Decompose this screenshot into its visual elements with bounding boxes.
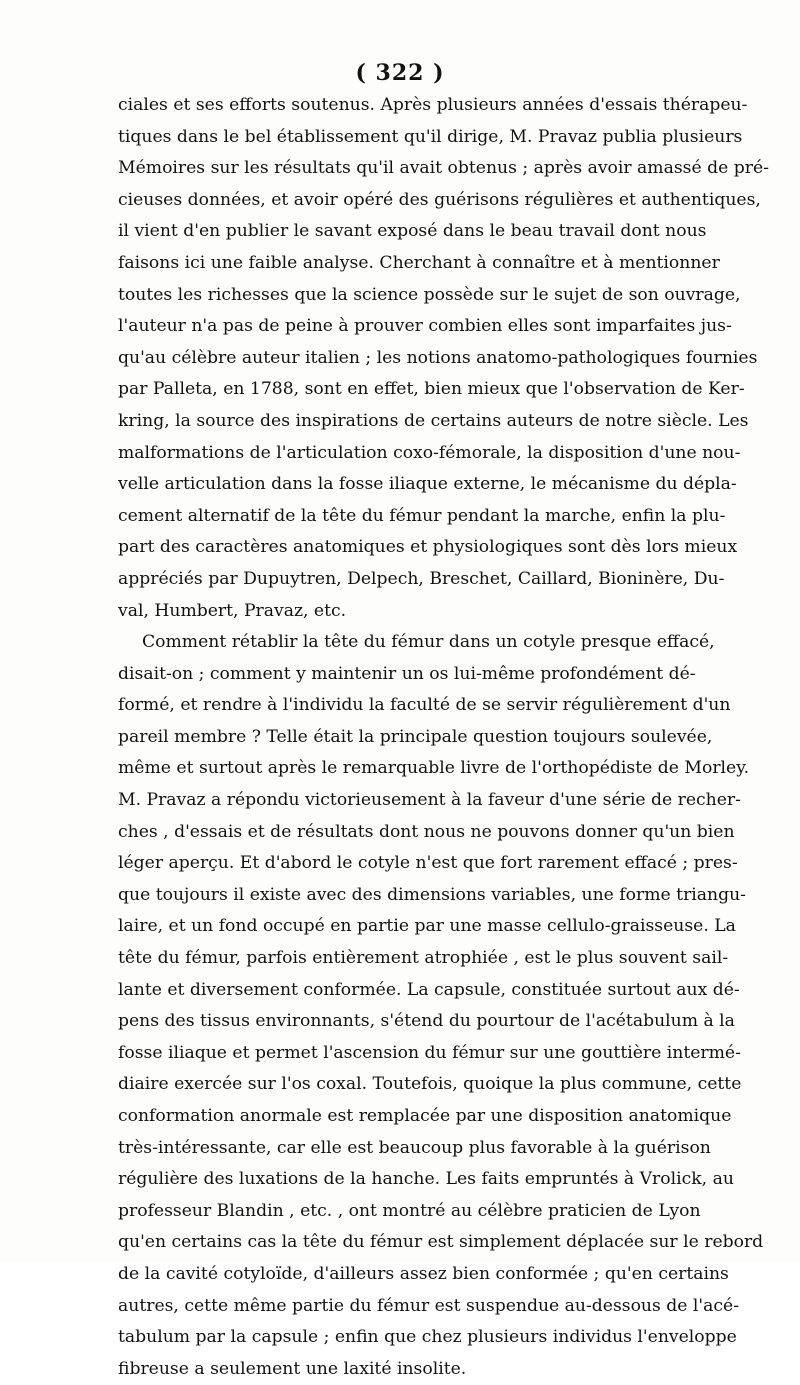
body-text [118, 90, 769, 1385]
text-line: velle articulation dans la fosse iliaque externe, le mécanisme du dépla- [118, 474, 737, 495]
text-line: fosse iliaque et permet l'ascension du fémur sur une gouttière intermé- [118, 1042, 741, 1063]
text-line: très-intéressante, car elle est beaucoup plus favorable à la guérison [118, 1137, 711, 1158]
text-line: fibreuse a seulement une laxité insolite. [118, 1358, 467, 1379]
text-line: tiques dans le bel établissement qu'il dirige, M. Pravaz publia plusieurs [118, 126, 743, 147]
text-line: malformations de l'articulation coxo-fémorale, la disposition d'une nou- [118, 442, 741, 463]
text-line: professeur Blandin , etc. , ont montré au célèbre praticien de Lyon [118, 1200, 701, 1221]
text-line: ches , d'essais et de résultats dont nous ne pouvons donner qu'un bien [118, 821, 735, 842]
text-line: formé, et rendre à l'individu la faculté de se servir régulièrement d'un [118, 695, 731, 716]
text-line: val, Humbert, Pravaz, etc. [118, 600, 347, 621]
text-line: pareil membre ? Telle était la principale question toujours soulevée, [118, 726, 713, 747]
text-line: tabulum par la capsule ; enfin que chez plusieurs individus l'enveloppe [118, 1327, 737, 1348]
text-line: qu'en certains cas la tête du fémur est simplement déplacée sur le rebord [118, 1232, 764, 1253]
text-line: appréciés par Dupuytren, Delpech, Breschet, Caillard, Bioninère, Du- [118, 568, 725, 589]
text-line: autres, cette même partie du fémur est suspendue au-dessous de l'acé- [118, 1295, 739, 1316]
text-line: faisons ici une faible analyse. Cherchant à connaître et à mentionner [118, 252, 720, 273]
text-line: cement alternatif de la tête du fémur pendant la marche, enfin la plu- [118, 505, 726, 526]
text-line: de la cavité cotyloïde, d'ailleurs assez bien conformée ; qu'en certains [118, 1263, 729, 1284]
text-line: régulière des luxations de la hanche. Les faits empruntés à Vrolick, au [118, 1169, 734, 1190]
text-line: l'auteur n'a pas de peine à prouver combien elles sont imparfaites jus- [118, 316, 732, 337]
text-line: conformation anormale est remplacée par une disposition anatomique [118, 1106, 732, 1126]
paragraph-2 [118, 627, 764, 1385]
text-line: que toujours il existe avec des dimensions variables, une forme triangu- [118, 884, 746, 905]
text-line: ciales et ses efforts soutenus. Après plusieurs années d'essais thérapeu- [118, 95, 748, 115]
text-line: Mémoires sur les résultats qu'il avait obtenus ; après avoir amassé de pré- [118, 158, 769, 179]
text-line: toutes les richesses que la science possède sur le sujet de son ouvrage, [118, 284, 741, 305]
text-line: lante et diversement conformée. La capsule, constituée surtout aux dé- [118, 979, 740, 1000]
text-line: tête du fémur, parfois entièrement atrophiée , est le plus souvent sail- [118, 948, 729, 969]
text-line: disait-on ; comment y maintenir un os lui-même profondément dé- [118, 663, 696, 684]
page-number: ( 322 ) [355, 60, 445, 86]
text-line: qu'au célèbre auteur italien ; les notions anatomo-pathologiques fournies [118, 347, 758, 368]
text-line: diaire exercée sur l'os coxal. Toutefois, quoique la plus commune, cette [118, 1074, 742, 1095]
text-line: pens des tissus environnants, s'étend du pourtour de l'acétabulum à la [118, 1011, 735, 1032]
text-line: kring, la source des inspirations de certains auteurs de notre siècle. Les [118, 410, 749, 431]
text-line: Comment rétablir la tête du fémur dans un cotyle presque effacé, [142, 632, 715, 653]
text-line: léger aperçu. Et d'abord le cotyle n'est que fort rarement effacé ; pres- [118, 853, 738, 874]
paragraph-1 [118, 90, 769, 627]
text-line: laire, et un fond occupé en partie par une masse cellulo-graisseuse. La [118, 916, 736, 937]
text-line: par Palleta, en 1788, sont en effet, bien mieux que l'observation de Ker- [118, 379, 745, 400]
text-line: même et surtout après le remarquable livre de l'orthopédiste de Morley. [118, 758, 750, 779]
text-line: part des caractères anatomiques et physiologiques sont dès lors mieux [118, 537, 738, 558]
text-line: M. Pravaz a répondu victorieusement à la faveur d'une série de recher- [118, 790, 741, 811]
text-line: il vient d'en publier le savant exposé dans le beau travail dont nous [118, 221, 707, 242]
text-line: cieuses données, et avoir opéré des guérisons régulières et authentiques, [118, 189, 761, 210]
